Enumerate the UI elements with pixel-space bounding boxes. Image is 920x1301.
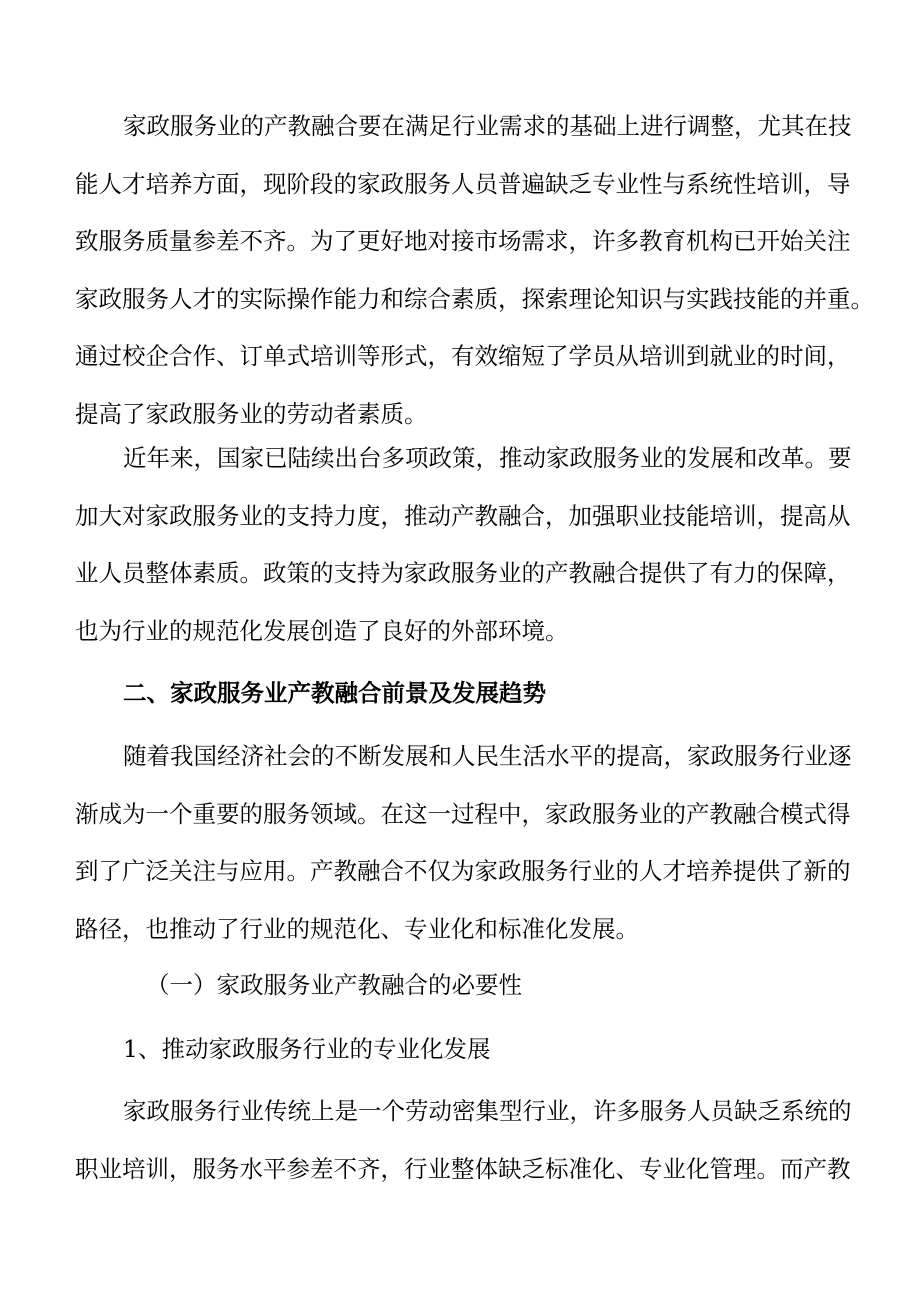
paragraph-line: 到了广泛关注与应用。产教融合不仅为家政服务行业的人才培养提供了新的 <box>75 857 851 885</box>
paragraph-line: 近年来，国家已陆续出台多项政策，推动家政服务业的发展和改革。要 <box>123 444 852 472</box>
paragraph-line: 随着我国经济社会的不断发展和人民生活水平的提高，家政服务行业逐 <box>123 742 852 770</box>
paragraph-2 <box>75 430 850 660</box>
paragraph-line: 路径，也推动了行业的规范化、专业化和标准化发展。 <box>75 914 639 943</box>
subsection-heading: （一）家政服务业产教融合的必要性 <box>146 971 522 999</box>
paragraph-4 <box>75 1083 850 1198</box>
paragraph-line: 通过校企合作、订单式培训等形式，有效缩短了学员从培训到就业的时间， <box>75 342 851 370</box>
paragraph-line: 业人员整体素质。政策的支持为家政服务业的产教融合提供了有力的保障， <box>75 559 851 587</box>
section-heading: 二、家政服务业产教融合前景及发展趋势 <box>123 679 546 707</box>
paragraph-line: 家政服务行业传统上是一个劳动密集型行业，许多服务人员缺乏系统的 <box>123 1097 852 1125</box>
paragraph-line: 职业培训，服务水平参差不齐，行业整体缺乏标准化、专业化管理。而产教 <box>75 1154 851 1183</box>
paragraph-line: 家政服务人才的实际操作能力和综合素质，探索理论知识与实践技能的并重。 <box>75 284 874 313</box>
paragraph-1 <box>75 98 874 443</box>
paragraph-line: 致服务质量参差不齐。为了更好地对接市场需求，许多教育机构已开始关注 <box>75 227 851 255</box>
paragraph-line: 提高了家政服务业的劳动者素质。 <box>75 399 428 428</box>
paragraph-line: 能人才培养方面，现阶段的家政服务人员普遍缺乏专业性与系统性培训，导 <box>75 169 851 198</box>
paragraph-line: 家政服务业的产教融合要在满足行业需求的基础上进行调整，尤其在技 <box>123 112 852 140</box>
paragraph-3 <box>75 728 850 958</box>
paragraph-line: 加大对家政服务业的支持力度，推动产教融合，加强职业技能培训，提高从 <box>75 501 851 530</box>
paragraph-line: 渐成为一个重要的服务领域。在这一过程中，家政服务业的产教融合模式得 <box>75 799 851 828</box>
paragraph-line: 也为行业的规范化发展创造了良好的外部环境。 <box>75 616 569 645</box>
item-heading: 1、推动家政服务行业的专业化发展 <box>123 1035 491 1063</box>
